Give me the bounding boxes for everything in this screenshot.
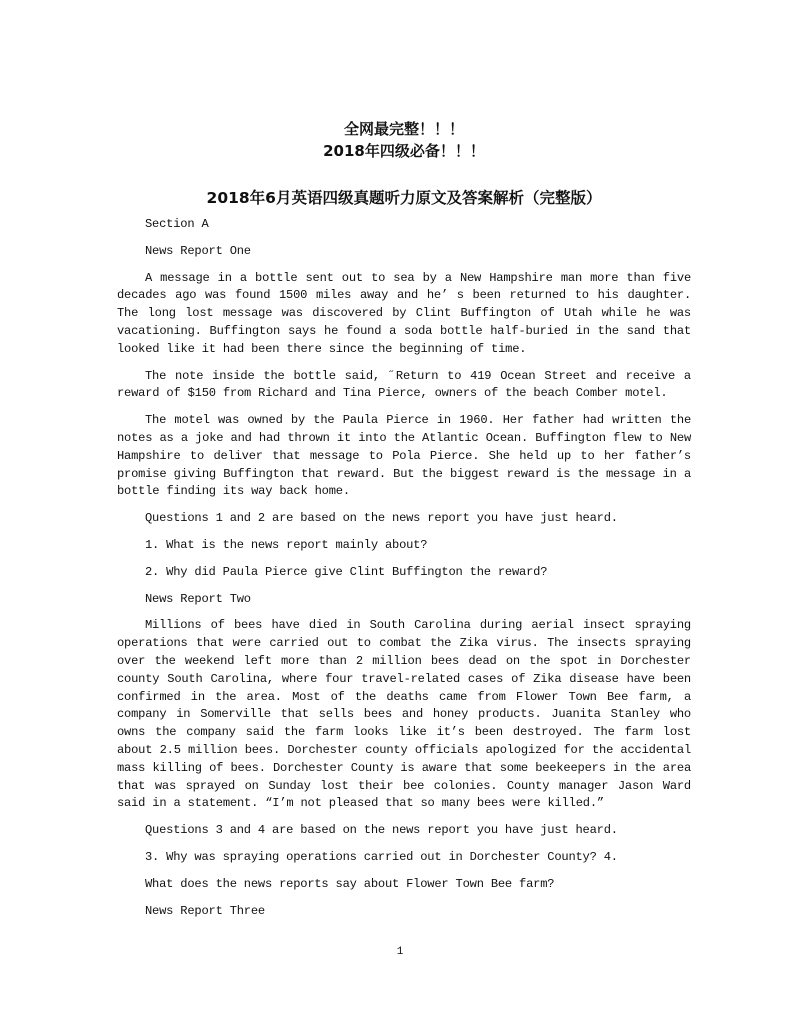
report-2-questions-intro: Questions 3 and 4 are based on the news report you have just heard. xyxy=(145,823,618,838)
report-1-paragraph-3: The motel was owned by the Paula Pierce in 1960. Her father had written the notes as a joke and had thrown it into the Atlantic Ocean. Buffington flew to New Hampshire to deliver that message to Pola Pierce. She held up to her father’s promise giving Buffington that reward. But the biggest reward is the message in a bottle finding its way back home. xyxy=(117,413,691,499)
report-1-paragraph-1: A message in a bottle sent out to sea by a New Hampshire man more than five decades ago was found 1500 miles away and he’ s been returned to his daughter. The long lost message was discovered by Clint Buffington of Utah while he was vacationing. Buffington says he found a soda bottle half-buried in the sand that looked like it had been there since the beginning of time. xyxy=(117,270,691,356)
question-2: 2. Why did Paula Pierce give Clint Buffington the reward? xyxy=(145,564,548,579)
page-number: 1 xyxy=(396,946,404,958)
document-page xyxy=(117,0,691,929)
header-line-2: 2018年四级必备！！！ xyxy=(323,142,485,160)
report-1-heading: News Report One xyxy=(145,243,251,258)
report-3-heading: News Report Three xyxy=(145,903,265,918)
section-heading: Section A xyxy=(145,217,209,231)
report-2-paragraph-1: Millions of bees have died in South Carolina during aerial insect spraying operations that were carried out to combat the Zika virus. The insects spraying over the weekend left more than 2 million bees dead on the spot in Dorchester county South Carolina, where four travel-related cases of Zika disease have been confirmed in the area. Most of the deaths came from Flower Town Bee farm, a company in Somerville that sells bees and honey products. Juanita Stanley who owns the company said the farm looks like it’s been destroyed. The farm lost about 2.5 million bees. Dorchester county officials apologized for the accidental mass killing of bees. Dorchester County is aware that some beekeepers in the area that was sprayed on Sunday lost their bee colonies. County manager Jason Ward said in a statement. “I’m not pleased that so many bees were killed.” xyxy=(117,618,691,811)
question-4: What does the news reports say about Flower Town Bee farm? xyxy=(145,876,555,891)
document-title: 2018年6月英语四级真题听力原文及答案解析（完整版） xyxy=(206,189,602,207)
question-1: 1. What is the news report mainly about? xyxy=(145,537,428,552)
header-line-1: 全网最完整！！！ xyxy=(343,120,464,138)
report-1-paragraph-2: The note inside the bottle said, ˝Return to 419 Ocean Street and receive a reward of $150 from Richard and Tina Pierce, owners of the beach Comber motel. xyxy=(117,368,691,401)
report-2-heading: News Report Two xyxy=(145,591,251,606)
report-1-questions-intro: Questions 1 and 2 are based on the news report you have just heard. xyxy=(145,511,618,526)
question-3: 3. Why was spraying operations carried out in Dorchester County? 4. xyxy=(145,849,618,864)
